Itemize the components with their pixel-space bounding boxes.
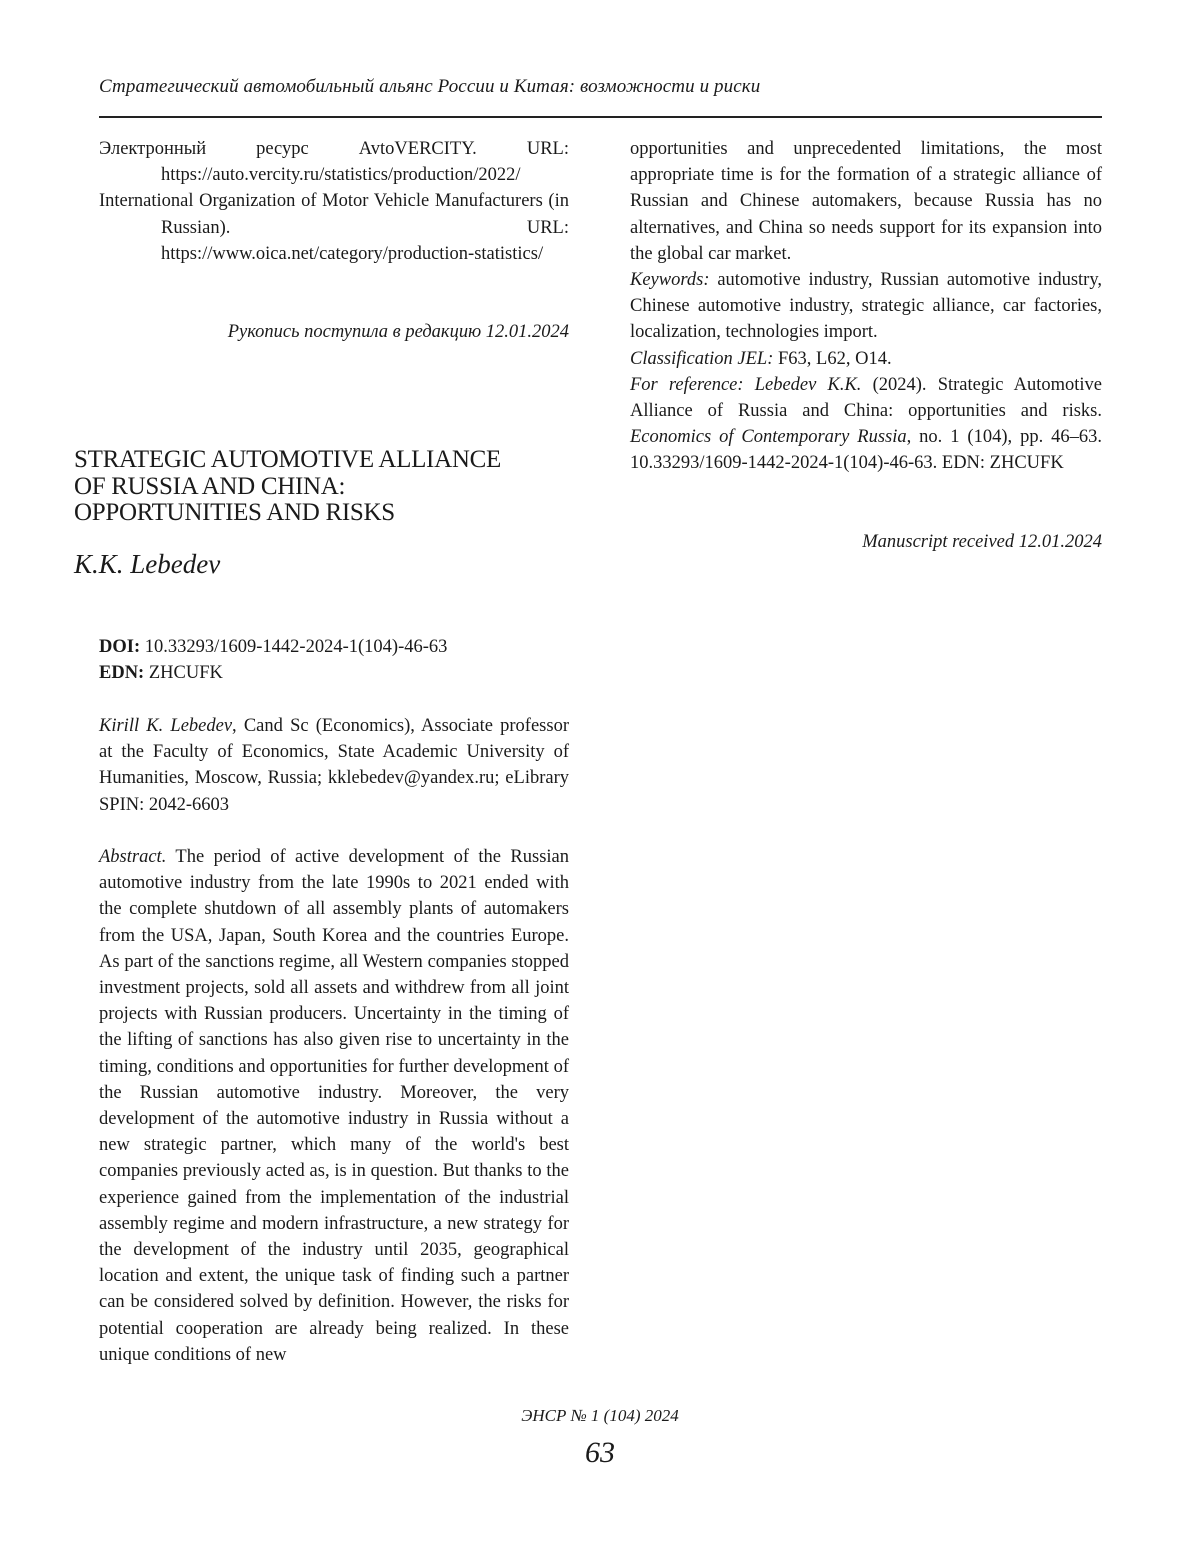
reference-label: For reference: Lebedev K.K. [630,374,862,395]
page-number: 63 [585,1436,615,1469]
identifiers [99,634,447,686]
running-header: Стратегический автомобильный альянс России и Китая: возможности и риски [99,76,761,97]
jel-text: F63, L62, O14. [773,348,892,369]
reference-item: International Organization of Motor Vehicle Manufacturers (in Russian). URL: https://www.oica.net/category/production-statistics/ [99,191,569,264]
journal-name: Economics of Contemporary Russia [630,427,907,448]
jel-label: Classification JEL: [630,348,774,369]
reference-item: Электронный ресурс AvtoVERCITY. URL: https://auto.vercity.ru/statistics/production/2022/ [99,139,569,186]
abstract-continuation: opportunities and unprecedented limitations, the most appropriate time is for the formation of a strategic alliance of Russian and Chinese automakers, because Russia has no alternatives, and China so needs support for its expansion into the global car market. [630,139,1102,264]
reference-text: (2024). Strategic Automotive Alliance of Russia and China: opportunities and risks. [630,374,1102,422]
doi-label: DOI: [99,637,141,657]
manuscript-received-ru: Рукопись поступила в редакцию 12.01.2024 [227,322,569,343]
abstract-label: Abstract. [99,847,167,867]
for-reference [630,372,1102,477]
abstract [99,844,569,1368]
doi-value: 10.33293/1609-1442-2024-1(104)-46-63 [144,637,448,657]
footer-journal: ЭНСР № 1 (104) 2024 [521,1406,679,1425]
left-references [99,136,569,345]
keywords-label: Keywords: [630,270,710,291]
edn-value: ZHCUFK [148,663,223,684]
right-column [630,136,1102,477]
doi-line [99,634,447,660]
affiliation-name: Kirill K. Lebedev [99,716,233,736]
author-name: K.K. Lebedev [74,549,221,579]
affiliation-text: , Cand Sc (Economics), Associate professor at the Faculty of Economics, State Academic University of Humanities, Moscow, Russia; kklebedev@yandex.ru; eLibrary SPIN: 2042-6603 [99,716,569,815]
author-affiliation [99,713,569,818]
title-line: OF RUSSIA AND CHINA: [74,472,346,500]
edn-line [99,660,447,686]
article-title [74,447,574,527]
edn-label: EDN: [99,663,145,684]
keywords [630,267,1102,346]
manuscript-received-en: Manuscript received 12.01.2024 [862,532,1102,552]
abstract-text: The period of active development of the Russian automotive industry from the late 1990s to 2021 ended with the complete shutdown of all assembly plants of automakers from the USA, Japan, South Korea and the countries Europe. As part of the sanctions regime, all Western companies stopped investment projects, sold all assets and withdrew from all joint projects with Russian producers. Uncertainty in the timing of the lifting of sanctions has also given rise to uncertainty in the timing, conditions and opportunities for further development of the Russian automotive industry. Moreover, the very development of the automotive industry in Russia without a new strategic partner, which many of the world's best companies previously acted as, is in question. But thanks to the experience gained from the implementation of the industrial assembly regime and modern infrastructure, a new strategy for the development of the industry until 2035, geographical location and extent, the unique task of finding such a partner can be considered solved by definition. However, the risks for potential cooperation are already being realized. In these unique conditions of new [99,847,569,1365]
jel-classification [630,346,1102,372]
keywords-text: automotive industry, Russian automotive industry, Chinese automotive industry, strategic alliance, car factories, localization, technologies import. [630,270,1102,343]
title-line: STRATEGIC AUTOMOTIVE ALLIANCE [74,446,501,473]
header-rule [99,116,1102,118]
reference-text-tail: , no. 1 (104), pp. 46–63. 10.33293/1609-1442-2024-1(104)-46-63. EDN: ZHCUFK [630,427,1102,474]
title-line: OPPORTUNITIES AND RISKS [74,499,395,526]
